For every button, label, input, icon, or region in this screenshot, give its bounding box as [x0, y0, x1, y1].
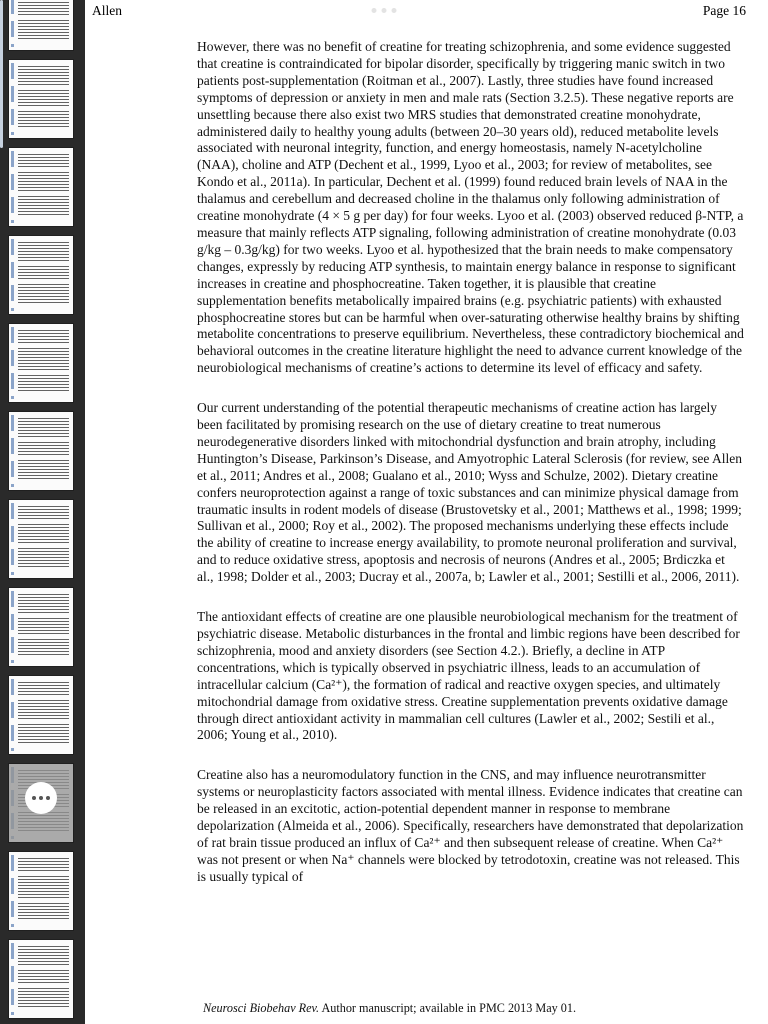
manuscript-strip-icon: [11, 239, 14, 311]
thumbnail-text-lines: [18, 858, 69, 921]
page-thumbnail[interactable]: [9, 148, 73, 226]
thumbnail-loading-overlay: [9, 764, 73, 842]
sidebar-scrollbar[interactable]: [0, 0, 3, 148]
page-thumbnail-selected[interactable]: [9, 764, 73, 842]
manuscript-body: [197, 39, 744, 886]
paragraph: Our current understanding of the potential therapeutic mechanisms of creatine action has largely been facilitated by promising research on the use of dietary creatine to treat numerous neurodegenerative disorders linked with mitochondrial dysfunction and brain atrophy, including Huntington’s Disease, Parkinson’s Disease, and Amyotrophic Lateral Sclerosis (for review, see Allen et al., 2011; Andres et al., 2008; Gualano et al., 2010; Wyss and Schulze, 2002). Dietary creatine confers neuroprotection against a range of toxic substances and can minimize physical damage from traumatic insults in rodent models of disease (Brustovetsky et al., 2001; Matthews et al., 1998; 1999; Sullivan et al., 2000; Roy et al., 2002). The proposed mechanisms underlying these effects include the ability of creatine to increase energy availability, to promote neuronal proliferation and survival, and to reduce oxidative stress, apoptosis and necrosis of neurons (Andres et al., 2005; Brdiczka et al., 1998; Dolder et al., 2003; Ducray et al., 2007a, b; Lawler et al., 2001; Sestilli et al., 2006, 2011).: [197, 400, 743, 585]
page-footer: [203, 1001, 576, 1016]
paragraph: Creatine also has a neuromodulatory function in the CNS, and may influence neurotransmitter systems or neuroplasticity factors associated with mental illness. Evidence indicates that creatine can be released in an excitotic, action-potential dependent manner in response to membrane depolarization (Almeida et al., 2006). Specifically, researchers have demonstrated that depolarization of rat brain tissue produced an influx of Ca²⁺ and then subsequent release of creatine. When Ca²⁺ was not present or when Na⁺ channels were blocked by tetrodotoxin, creatine was not released. This is usually typical of: [197, 767, 744, 884]
manuscript-strip-icon: [11, 943, 14, 1015]
page-thumbnail[interactable]: [9, 500, 73, 578]
manuscript-strip-icon: [11, 415, 14, 487]
thumbnail-text-lines: [18, 330, 69, 393]
manuscript-strip-icon: [11, 151, 14, 223]
loading-dots-icon: [25, 782, 57, 814]
running-head-author: Allen: [92, 3, 122, 18]
manuscript-strip-icon: [11, 679, 14, 751]
page-thumbnail[interactable]: [9, 236, 73, 314]
footer-note: Author manuscript; available in PMC 2013 May 01.: [319, 1001, 577, 1015]
page-thumbnail[interactable]: [9, 852, 73, 930]
page-thumbnail[interactable]: [9, 60, 73, 138]
manuscript-strip-icon: [11, 855, 14, 927]
paragraph: However, there was no benefit of creatine for treating schizophrenia, and some evidence suggested that creatine is contraindicated for bipolar disorder, specifically by triggering manic switch in two patients post-supplementation (Roitman et al., 2007). Lastly, three studies have found increased symptoms of depression or anxiety in men and male rats (Section 3.2.5). These negative reports are unsettling because there also exist two MRS studies that demonstrated creatine monohydrate, administered daily to healthy young adults (between 20–30 years old), reduced metabolite levels associated with neuronal integrity, function, and energy homeostasis, namely N-acetylcholine (NAA), choline and ATP (Dechent et al., 1999, Lyoo et al., 2003; for review of metabolites, see Kondo et al., 2011a). In particular, Dechent et al. (1999) found reduced brain levels of NAA in the thalamus and cerebellum and decreased choline in the thalamus only following administration of creatine monohydrate (4 × 5 g per day) for four weeks. Lyoo et al. (2003) observed reduced β-NTP, a measure that mainly reflects ATP signaling, following administration of creatine monohydrate (0.03 g/kg – 0.3g/kg) for two weeks. Lyoo et al. hypothesized that the brain needs to make compensatory changes, expressly by reducing ATP synthesis, to maintain energy balance in response to significant increases in creatine and phosphocreatine. Taken together, it is plausible that creatine supplementation benefits metabolically impaired brains (e.g. psychiatric patients) with exhausted phosphocreatine stores but can be harmful when over-saturating otherwise healthy brains by shifting metabolite concentrations to preserve equilibrium. Nevertheless, these contradictory biochemical and behavioral outcomes in the creatine literature highlight the need to advance current knowledge of the neurobiological mechanisms of creatine’s actions to determine its level of efficacy and safety.: [197, 39, 744, 376]
thumbnail-text-lines: [18, 154, 69, 217]
journal-name: Neurosci Biobehav Rev.: [203, 1001, 320, 1015]
manuscript-strip-icon: [11, 327, 14, 399]
page-thumbnail[interactable]: [9, 676, 73, 754]
thumbnail-text-lines: [18, 682, 69, 745]
page-thumbnail[interactable]: [9, 588, 73, 666]
document-page: [85, 0, 768, 1024]
manuscript-strip-icon: [11, 0, 14, 47]
page-number-label: Page 16: [702, 3, 746, 18]
manuscript-strip-icon: [11, 503, 14, 575]
page-thumbnail[interactable]: [9, 0, 73, 50]
manuscript-strip-icon: [11, 591, 14, 663]
thumbnail-text-lines: [18, 506, 69, 569]
thumbnail-sidebar: [0, 0, 85, 1024]
thumbnail-text-lines: [18, 418, 69, 481]
thumbnail-text-lines: [18, 594, 69, 657]
thumbnail-text-lines: [18, 0, 69, 41]
page-thumbnail[interactable]: [9, 412, 73, 490]
thumbnail-text-lines: [18, 946, 69, 1009]
page-thumbnail[interactable]: [9, 324, 73, 402]
ellipsis-menu-icon[interactable]: [372, 8, 397, 13]
page-thumbnail[interactable]: [9, 940, 73, 1018]
thumbnail-text-lines: [18, 242, 69, 305]
manuscript-strip-icon: [11, 63, 14, 135]
thumbnail-text-lines: [18, 66, 69, 129]
paragraph: The antioxidant effects of creatine are one plausible neurobiological mechanism for the treatment of psychiatric disease. Metabolic disturbances in the frontal and limbic regions have been described for schizophrenia, mood and anxiety disorders (see Section 4.2.). Briefly, a decline in ATP concentrations, which is typically observed in psychiatric illness, leads to an accumulation of intracellular calcium (Ca²⁺), the formation of radical and reactive oxygen species, and ultimately mitochondrial damage from oxidative stress. Creatine supplementation prevents oxidative damage through direct antioxidant activity in mammalian cell cultures (Lawler et al., 2002; Sestili et al., 2006; Young et al., 2010).: [197, 609, 740, 743]
